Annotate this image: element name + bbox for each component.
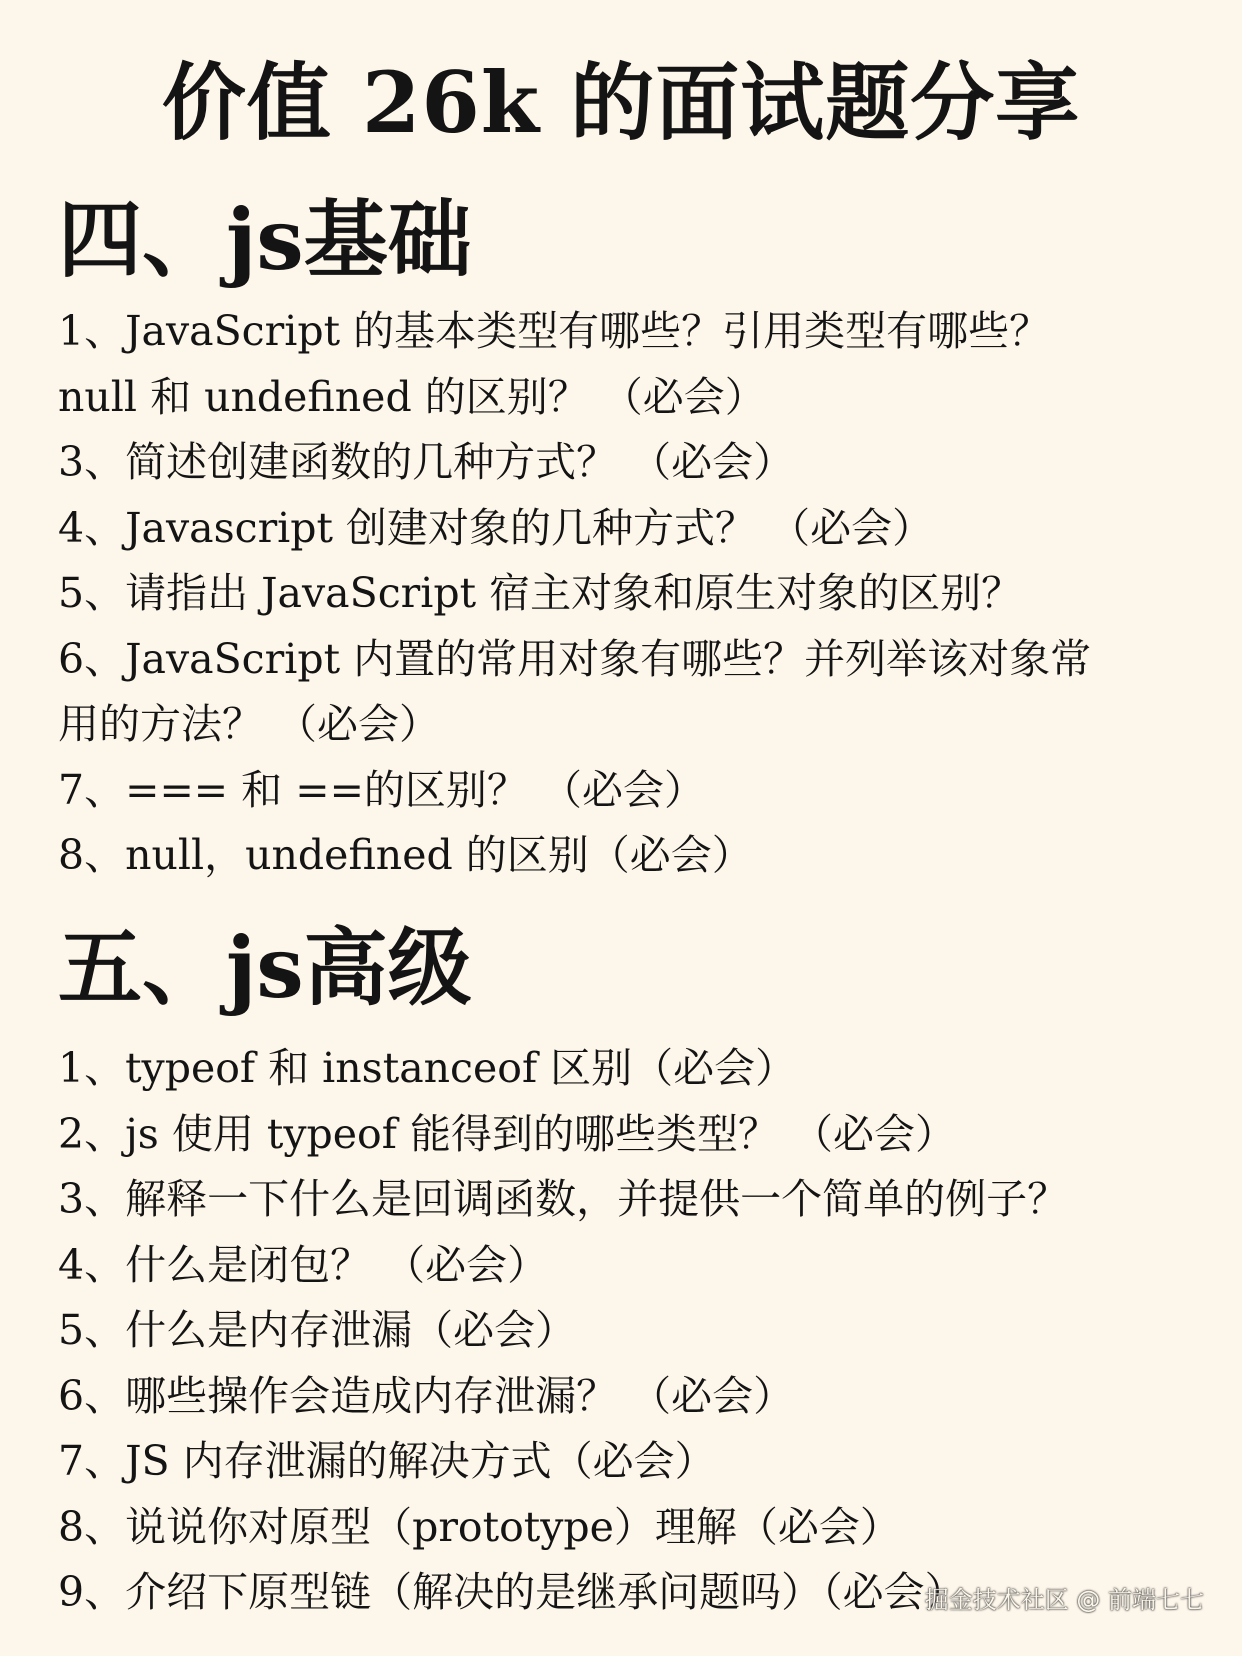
list-item: 7、=== 和 ==的区别？ （必会） [58, 765, 705, 814]
list-item: 9、介绍下原型链（解决的是继承问题吗）（必会） [58, 1568, 966, 1616]
list-item: 7、JS 内存泄漏的解决方式（必会） [58, 1437, 716, 1485]
list-item: 3、简述创建函数的几种方式？ （必会） [58, 438, 795, 486]
section-heading-js-advanced: 五、js高级 [58, 918, 472, 1017]
section-heading-js-basics: 四、js基础 [58, 190, 472, 289]
list-item: 8、说说你对原型（prototype）理解（必会） [58, 1502, 901, 1551]
page-title: 价值 26k 的面试题分享 [161, 53, 1081, 152]
list-item: 4、什么是闭包？ （必会） [58, 1240, 549, 1289]
list-item: 6、哪些操作会造成内存泄漏？ （必会） [58, 1371, 795, 1420]
question-list-js-basics [58, 299, 1198, 889]
list-item: 6、JavaScript 内置的常用对象有哪些？并列举该对象常 [58, 634, 1092, 683]
list-item: 用的方法？ （必会） [58, 700, 441, 748]
list-item: 1、typeof 和 instanceof 区别（必会） [58, 1044, 797, 1092]
list-item: null 和 undefined 的区别？ （必会） [58, 372, 766, 421]
list-item: 3、解释一下什么是回调函数，并提供一个简单的例子？ [58, 1175, 1069, 1223]
list-item: 8、null，undefined 的区别（必会） [58, 831, 753, 879]
list-item: 4、Javascript 创建对象的几种方式？ （必会） [58, 503, 934, 552]
question-list-js-advanced [58, 1036, 1198, 1626]
list-item: 5、请指出 JavaScript 宿主对象和原生对象的区别？ [58, 569, 1023, 617]
list-item: 1、JavaScript 的基本类型有哪些？引用类型有哪些？ [58, 307, 1051, 355]
watermark: 掘金技术社区 @ 前端七七 [924, 1586, 1204, 1614]
list-item: 5、什么是内存泄漏（必会） [58, 1306, 577, 1354]
list-item: 2、js 使用 typeof 能得到的哪些类型？ （必会） [58, 1109, 956, 1158]
